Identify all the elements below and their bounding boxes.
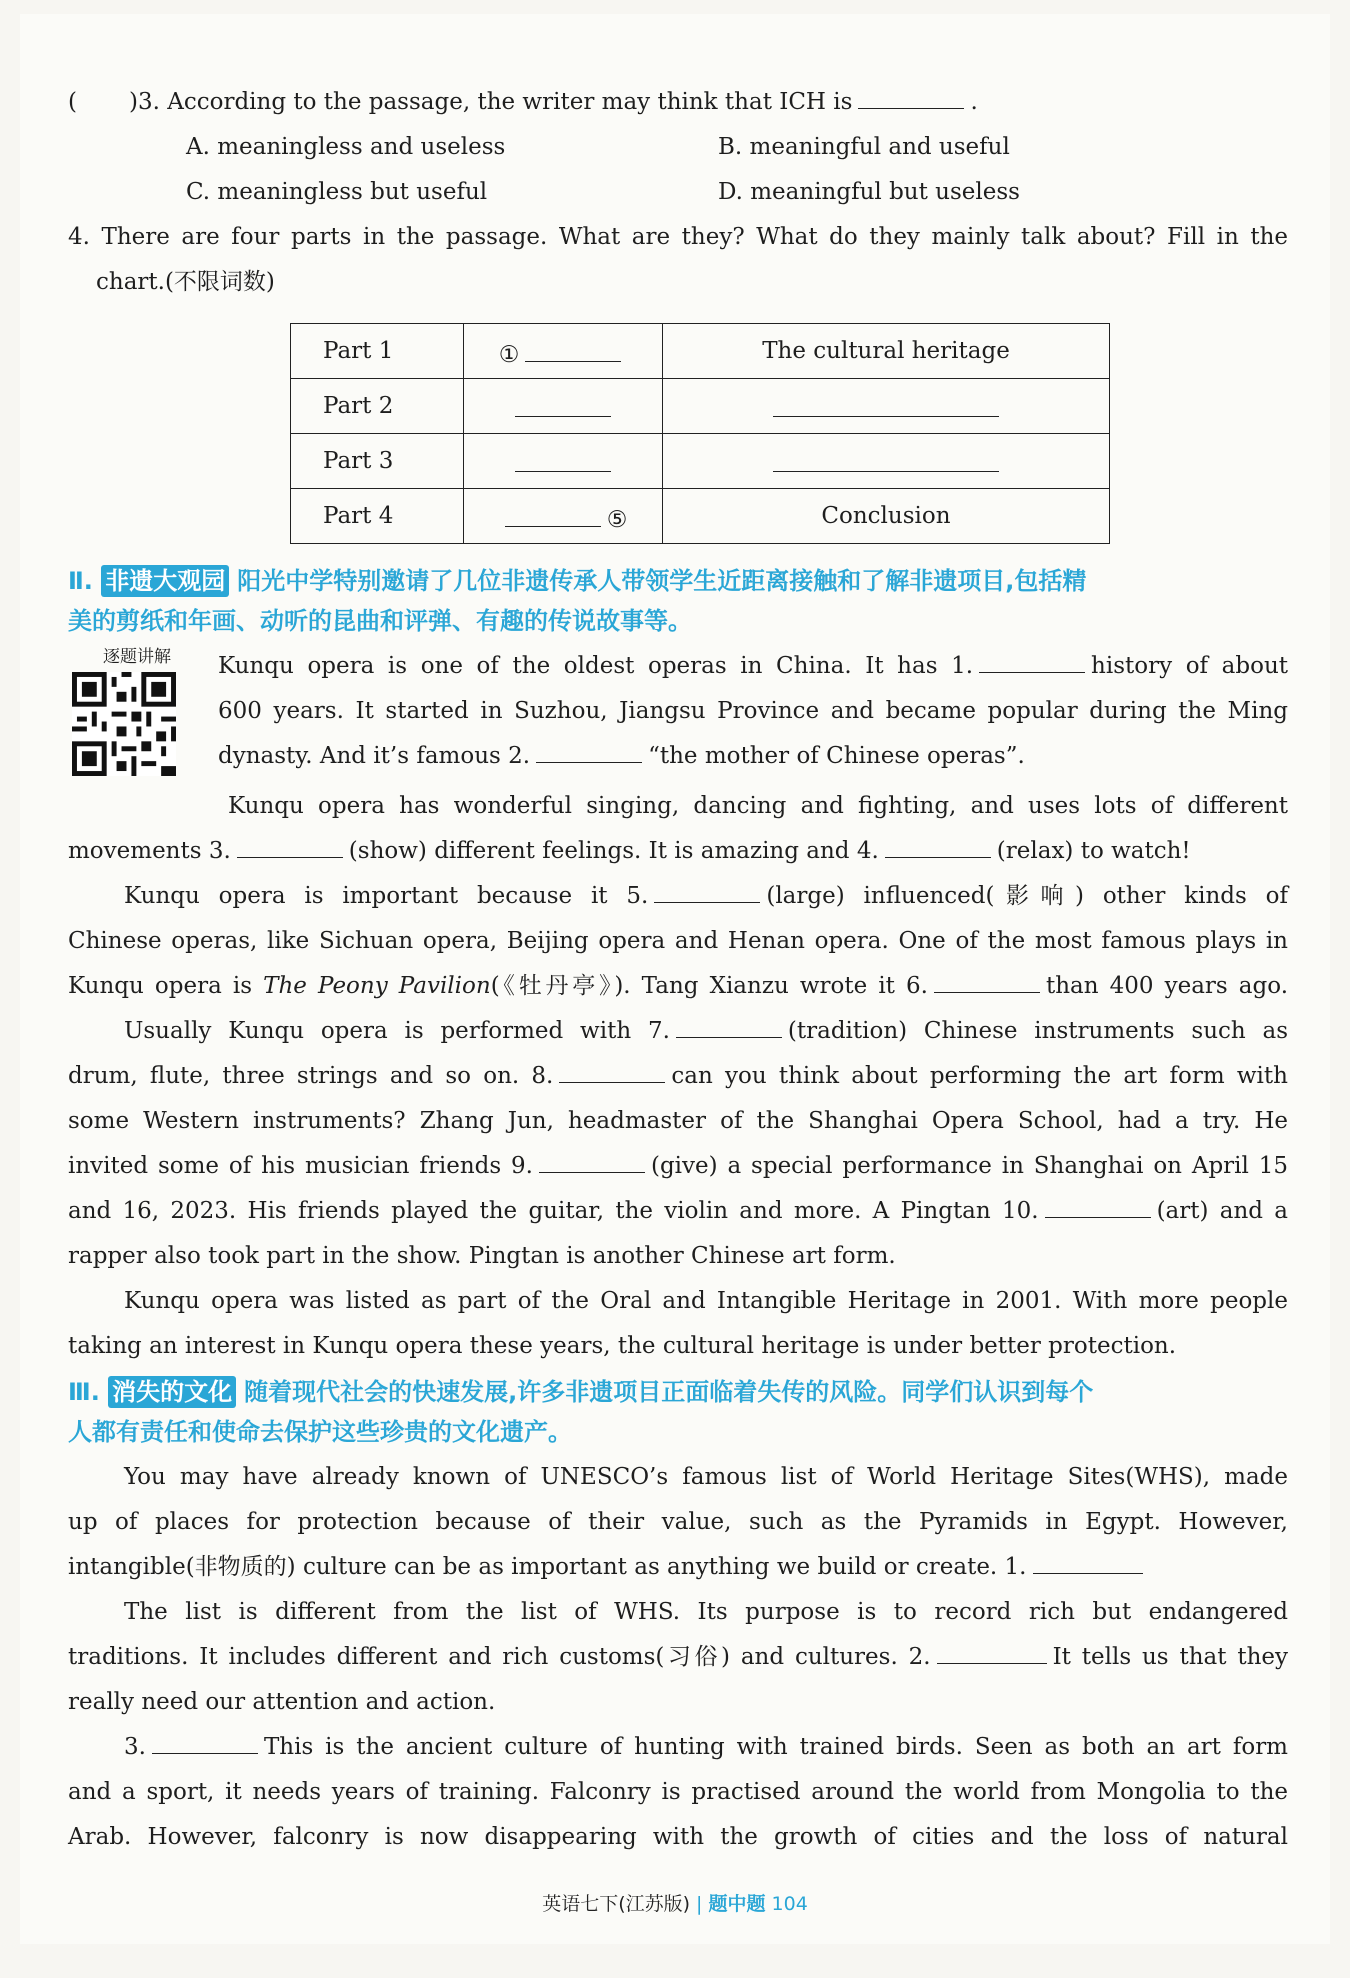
s2-p4-line-3: some Western instruments? Zhang Jun, headmaster of the Shanghai Opera School, had a try. He <box>68 1108 1288 1134</box>
option-b[interactable]: B. meaningful and useful <box>718 134 1010 160</box>
s2-p3-line-1: Kunqu opera is important because it 5. (large) influenced(影响) other kinds of <box>68 874 1288 919</box>
blank-2[interactable] <box>937 1637 1047 1664</box>
s3-p1-line-3: intangible(非物质的) culture can be as important as anything we build or create. 1. <box>68 1545 1288 1590</box>
chart-part-label: Part 4 <box>291 489 464 544</box>
s2-p1-line-2: 600 years. It started in Suzhou, Jiangsu Province and became popular during the Ming <box>218 698 1288 724</box>
q4-prompt-line-2: chart.(不限词数) <box>96 269 275 295</box>
s2-p4-line-4: invited some of his musician friends 9. (give) a special performance in Shanghai on April 15 <box>68 1144 1288 1189</box>
parts-chart <box>290 323 1110 544</box>
page-footer: 英语七下(江苏版) | 题中题 104 <box>542 1893 808 1915</box>
chart-part-title-cell[interactable] <box>464 434 663 489</box>
chart-part-title-cell[interactable]: ① <box>464 324 663 379</box>
chart-row-2 <box>291 379 1110 434</box>
s3-p2-line-2: traditions. It includes different and rich customs(习俗) and cultures. 2. It tells us that they <box>68 1635 1288 1680</box>
chart-part-label: Part 1 <box>291 324 464 379</box>
blank-3[interactable] <box>152 1727 258 1754</box>
s2-p2-line-1: Kunqu opera has wonderful singing, dancing and fighting, and uses lots of different <box>228 793 1288 819</box>
blank-1[interactable] <box>1033 1547 1143 1574</box>
chart-summary-cell: The cultural heritage <box>663 324 1110 379</box>
s2-p1-line-1: Kunqu opera is one of the oldest operas in China. It has 1. history of about <box>68 644 1288 689</box>
footer-book: 英语七下(江苏版) <box>542 1893 691 1915</box>
chart-summary-cell[interactable] <box>663 434 1110 489</box>
s2-p4-line-2: drum, flute, three strings and so on. 8. can you think about performing the art form with <box>68 1054 1288 1099</box>
page-content <box>68 80 1288 1860</box>
s3-p3-line-2: and a sport, it needs years of training. Falconry is practised around the world from Mongolia to the <box>68 1779 1288 1805</box>
s2-p4-line-5: and 16, 2023. His friends played the guitar, the violin and more. A Pingtan 10. (art) and a <box>68 1189 1288 1234</box>
blank-5[interactable] <box>654 876 760 903</box>
chart-row-3 <box>291 434 1110 489</box>
option-c[interactable]: C. meaningless but useful <box>186 179 488 205</box>
blank-9[interactable] <box>539 1146 645 1173</box>
blank-10[interactable] <box>1045 1191 1151 1218</box>
qr-code-block[interactable] <box>72 644 202 784</box>
s3-p1-line-1: You may have already known of UNESCO’s famous list of World Heritage Sites(WHS), made <box>124 1464 1288 1490</box>
s3-p2-line-1: The list is different from the list of WHS. Its purpose is to record rich but endangered <box>124 1599 1288 1625</box>
blank-3[interactable] <box>237 831 343 858</box>
blank-4[interactable] <box>885 831 991 858</box>
option-d[interactable]: D. meaningful but useless <box>718 179 1020 205</box>
qr-label: 逐题讲解 <box>103 647 171 667</box>
q3-prompt: ( )3. According to the passage, the writer may think that ICH is . <box>68 80 1288 125</box>
chart-summary-cell: Conclusion <box>663 489 1110 544</box>
chart-part-label: Part 3 <box>291 434 464 489</box>
qr-code-icon[interactable] <box>72 672 176 776</box>
blank-2[interactable] <box>536 736 642 763</box>
q3-options-row-2 <box>68 170 1288 215</box>
answer-blank[interactable] <box>858 82 964 109</box>
footer-series: 题中题 <box>708 1893 766 1915</box>
play-title: The Peony Pavilion <box>263 973 491 999</box>
section-3-heading: Ⅲ. 消失的文化 随着现代社会的快速发展,许多非遗项目正面临着失传的风险。同学们认识到每个 <box>68 1378 1094 1406</box>
s2-p4-line-6: rapper also took part in the show. Pingtan is another Chinese art form. <box>68 1243 896 1269</box>
blank-7[interactable] <box>676 1011 782 1038</box>
q4-prompt-line-1: 4. There are four parts in the passage. What are they? What do they mainly talk about? Fill in the <box>68 224 1288 250</box>
s3-p3-line-1: 3. This is the ancient culture of hunting with trained birds. Seen as both an art form <box>68 1725 1288 1770</box>
option-a[interactable]: A. meaningless and useless <box>186 134 506 160</box>
s2-p2-line-2: movements 3. (show) different feelings. It is amazing and 4. (relax) to watch! <box>68 829 1288 874</box>
s3-p1-line-2: up of places for protection because of their value, such as the Pyramids in Egypt. However, <box>68 1509 1288 1535</box>
blank-1[interactable] <box>979 646 1085 673</box>
s3-p2-line-3: really need our attention and action. <box>68 1689 496 1715</box>
s2-p3-line-2: Chinese operas, like Sichuan opera, Beijing opera and Henan opera. One of the most famous plays in <box>68 928 1288 954</box>
worksheet-page <box>20 14 1330 1944</box>
section-2-tag: 非遗大观园 <box>101 565 229 597</box>
chart-row-4 <box>291 489 1110 544</box>
s2-p1-line-3: dynasty. And it’s famous 2. “the mother of Chinese operas”. <box>68 734 1288 779</box>
blank-6[interactable] <box>934 966 1040 993</box>
chart-part-title-cell[interactable]: ⑤ <box>464 489 663 544</box>
chart-part-title-cell[interactable] <box>464 379 663 434</box>
q3-options-row-1 <box>68 125 1288 170</box>
chart-row-1 <box>291 324 1110 379</box>
page-number: 104 <box>771 1893 808 1915</box>
section-3-intro-2: 人都有责任和使命去保护这些珍贵的文化遗产。 <box>68 1418 572 1446</box>
chart-summary-cell[interactable] <box>663 379 1110 434</box>
s3-p3-line-3: Arab. However, falconry is now disappearing with the growth of cities and the loss of natural <box>68 1824 1288 1850</box>
s2-p5: Kunqu opera was listed as part of the Oral and Intangible Heritage in 2001. With more people taking an interest in Kunqu opera these years, the cultural heritage is under better protection. <box>68 1288 1288 1359</box>
section-2-heading: Ⅱ. 非遗大观园 阳光中学特别邀请了几位非遗传承人带领学生近距离接触和了解非遗项目,包括精 <box>68 567 1087 595</box>
section-2-intro-2: 美的剪纸和年画、动听的昆曲和评弹、有趣的传说故事等。 <box>68 607 692 635</box>
s2-p3-line-3: Kunqu opera is The Peony Pavilion(《牡丹亭》). Tang Xianzu wrote it 6. than 400 years ago. <box>68 964 1288 1009</box>
s2-p4-line-1: Usually Kunqu opera is performed with 7. (tradition) Chinese instruments such as <box>68 1009 1288 1054</box>
section-3-tag: 消失的文化 <box>108 1376 236 1408</box>
blank-8[interactable] <box>559 1056 665 1083</box>
chart-part-label: Part 2 <box>291 379 464 434</box>
